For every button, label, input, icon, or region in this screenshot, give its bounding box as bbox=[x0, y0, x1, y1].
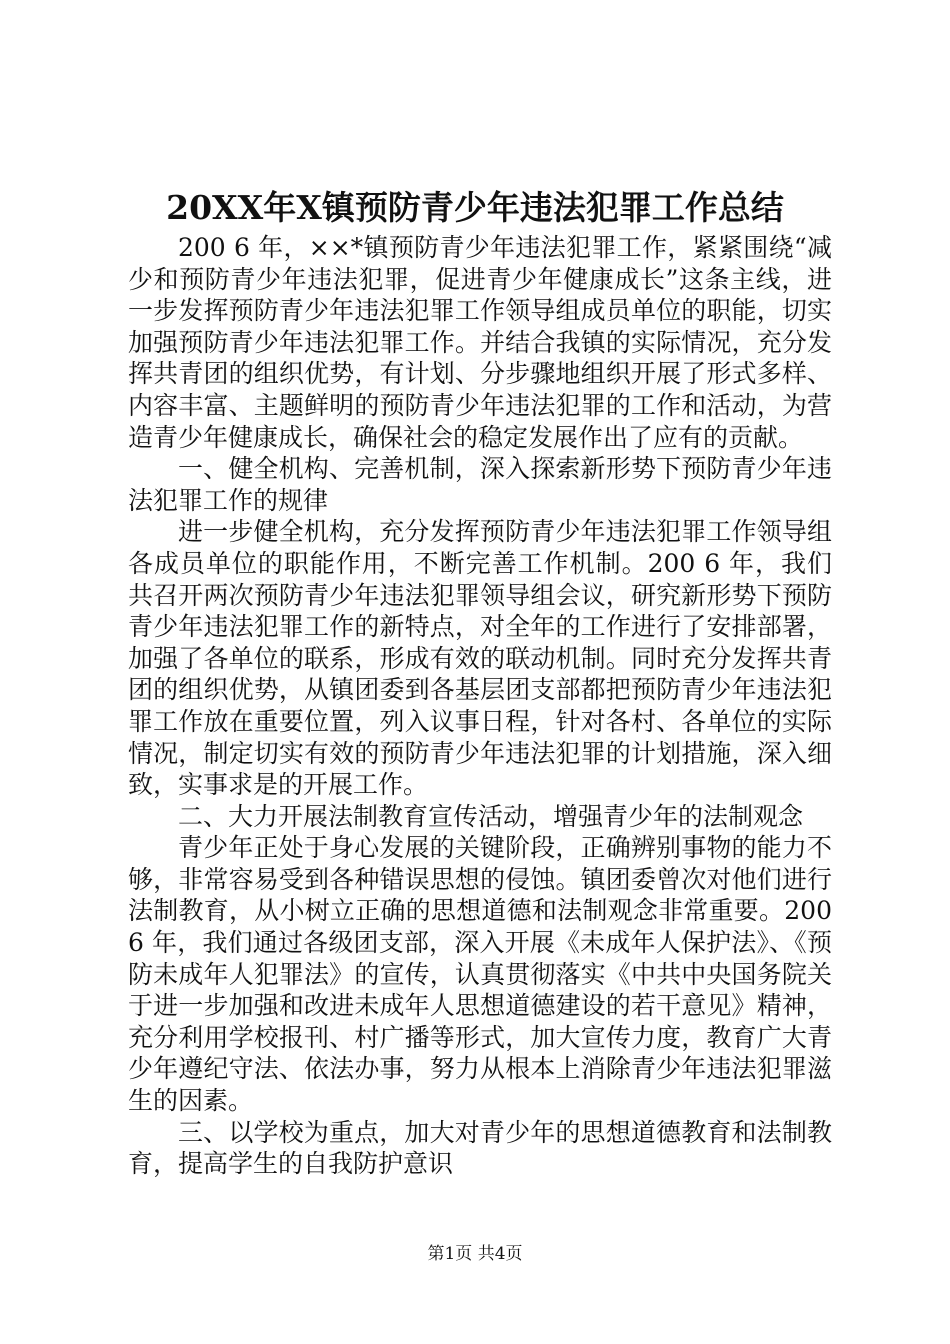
section-heading-2: 二、大力开展法制教育宣传活动，增强青少年的法制观念 bbox=[178, 801, 804, 831]
section-heading-3: 三、以学校为重点，加大对青少年的思想道德教育和法制教育，提高学生的自我防护意识 bbox=[128, 1117, 832, 1179]
section-2-paragraph: 青少年正处于身心发展的关键阶段，正确辨别事物的能力不够，非常容易受到各种错误思想的侵蚀。镇团委曾次对他们进行法制教育，从小树立正确的思想道德和法制观念非常重要。200 6 年，我们通过各级团支部，深入开展《未成年人保护法》、《预防未成年人犯罪法》的宣传，认真贯彻落实《中共中央国务院关于进一步加强和改进未成年人思想道德建设的若干意见》精神，充分利用学校报刊、村广播等形式，加大宣传力度，教育广大青少年遵纪守法、依法办事，努力从根本上消除青少年违法犯罪滋生的因素。 bbox=[128, 833, 832, 1116]
intro-paragraph: 200 6 年，××*镇预防青少年违法犯罪工作，紧紧围绕“减少和预防青少年违法犯罪，促进青少年健康成长”这条主线，进一步发挥预防青少年违法犯罪工作领导组成员单位的职能，切实加强预防青少年违法犯罪工作。并结合我镇的实际情况，充分发挥共青团的组织优势，有计划、分步骤地组织开展了形式多样、内容丰富、主题鲜明的预防青少年违法犯罪的工作和活动，为营造青少年健康成长，确保社会的稳定发展作出了应有的贡献。 bbox=[128, 233, 832, 452]
section-1-paragraph: 进一步健全机构，充分发挥预防青少年违法犯罪工作领导组各成员单位的职能作用，不断完善工作机制。200 6 年，我们共召开两次预防青少年违法犯罪领导组会议，研究新形势下预防青少年违法犯罪工作的新特点，对全年的工作进行了安排部署，加强了各单位的联系，形成有效的联动机制。同时充分发挥共青团的组织优势，从镇团委到各基层团支部都把预防青少年违法犯罪工作放在重要位置，列入议事日程，针对各村、各单位的实际情况，制定切实有效的预防青少年违法犯罪的计划措施，深入细致，实事求是的开展工作。 bbox=[128, 517, 832, 800]
document-title: 20XX年X镇预防青少年违法犯罪工作总结 bbox=[166, 188, 784, 227]
document-body bbox=[128, 232, 832, 1180]
page-footer: 第1页 共4页 bbox=[427, 1244, 523, 1264]
section-heading-1: 一、健全机构、完善机制，深入探索新形势下预防青少年违法犯罪工作的规律 bbox=[128, 454, 832, 515]
